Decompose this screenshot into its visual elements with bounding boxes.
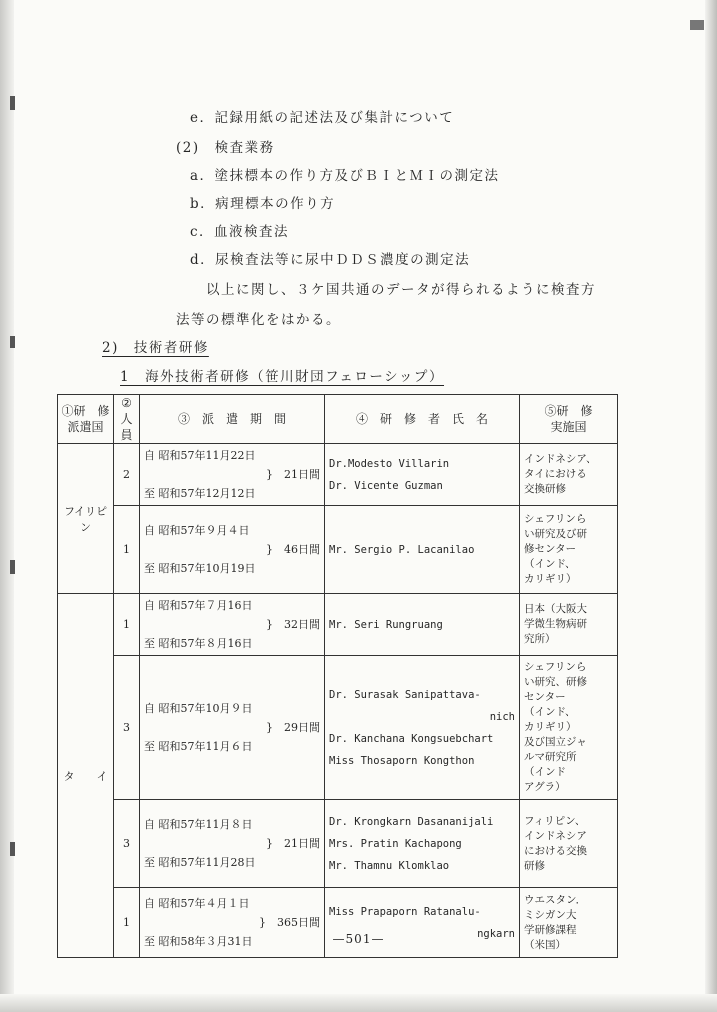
cell-people: 1 bbox=[114, 506, 140, 594]
cell-names: Dr.Modesto Villarin Dr. Vicente Guzman bbox=[325, 444, 520, 506]
page-number: —501— bbox=[332, 932, 385, 946]
training-table bbox=[57, 394, 618, 958]
binder-hole-mark bbox=[10, 336, 15, 348]
paragraph-line-1: 以上に関し、３ケ国共通のデータが得られるように検査方 bbox=[206, 282, 596, 298]
table-row bbox=[58, 506, 618, 594]
scan-edge-right bbox=[705, 0, 717, 1012]
table-row bbox=[58, 656, 618, 800]
item-a: a．塗抹標本の作り方及びＢＩとＭＩの測定法 bbox=[190, 168, 500, 184]
cell-place: シェフリンら い研究、研修 センター （インド、 カリギリ） 及び国立ジャ ルマ研究所 （インド アグラ） bbox=[520, 656, 618, 800]
cell-period: 自 昭和57年９月４日 } 46日間 至 昭和57年10月19日 bbox=[140, 506, 325, 594]
cell-people: 3 bbox=[114, 656, 140, 800]
cell-people: 3 bbox=[114, 800, 140, 888]
item-d: d．尿検査法等に尿中ＤＤＳ濃度の測定法 bbox=[190, 252, 471, 268]
section-inspection: (2) 検査業務 bbox=[176, 140, 275, 156]
cell-people: 1 bbox=[114, 888, 140, 958]
item-e: e．記録用紙の記述法及び集計について bbox=[190, 110, 455, 126]
scan-edge-bottom bbox=[0, 994, 717, 1012]
country-philippines: フイリピン bbox=[58, 444, 114, 594]
table-header-row bbox=[58, 395, 618, 444]
cell-period: 自 昭和57年11月８日 } 21日間 至 昭和57年11月28日 bbox=[140, 800, 325, 888]
cell-names: Dr. Krongkarn Dasananijali Mrs. Pratin Kachapong Mr. Thamnu Klomklao bbox=[325, 800, 520, 888]
header-names: ④ 研 修 者 氏 名 bbox=[325, 395, 520, 444]
table-row bbox=[58, 888, 618, 958]
header-period: ③ 派 遣 期 間 bbox=[140, 395, 325, 444]
cell-people: 1 bbox=[114, 594, 140, 656]
country-thai: タ イ bbox=[58, 594, 114, 958]
table-row bbox=[58, 800, 618, 888]
cell-period: 自 昭和57年４月１日 } 365日間 至 昭和58年３月31日 bbox=[140, 888, 325, 958]
cell-place: インドネシア、 タイにおける 交換研修 bbox=[520, 444, 618, 506]
scan-edge-left bbox=[0, 0, 14, 1012]
item-b: b．病理標本の作り方 bbox=[190, 196, 336, 212]
cell-place: 日本（大阪大 学微生物病研 究所） bbox=[520, 594, 618, 656]
cell-names: Miss Prapaporn Ratanalu- ngkarn bbox=[325, 888, 520, 958]
paragraph-line-2: 法等の標準化をはかる。 bbox=[176, 312, 341, 328]
header-people: ② 人員 bbox=[114, 395, 140, 444]
cell-place: フィリピン、 インドネシア における交換 研修 bbox=[520, 800, 618, 888]
binder-hole-mark bbox=[10, 560, 15, 574]
cell-period: 自 昭和57年７月16日 } 32日間 至 昭和57年８月16日 bbox=[140, 594, 325, 656]
table-row bbox=[58, 594, 618, 656]
table-row bbox=[58, 444, 618, 506]
section-overseas-training: 1 海外技術者研修（笹川財団フェローシップ） bbox=[120, 369, 445, 385]
cell-period: 自 昭和57年10月９日 } 29日間 至 昭和57年11月６日 bbox=[140, 656, 325, 800]
cell-names: Dr. Surasak Sanipattava- nich Dr. Kanchana Kongsuebchart Miss Thosaporn Kongthon bbox=[325, 656, 520, 800]
header-place: ⑤研 修 実施国 bbox=[520, 395, 618, 444]
binder-hole-mark bbox=[10, 96, 15, 110]
corner-tab-mark bbox=[690, 20, 704, 30]
header-country: ①研 修 派遣国 bbox=[58, 395, 114, 444]
cell-names: Mr. Sergio P. Lacanilao bbox=[325, 506, 520, 594]
binder-hole-mark bbox=[10, 842, 15, 856]
cell-people: 2 bbox=[114, 444, 140, 506]
section-technician-training: 2) 技術者研修 bbox=[102, 340, 209, 356]
item-c: c．血液検査法 bbox=[190, 224, 290, 240]
cell-names: Mr. Seri Rungruang bbox=[325, 594, 520, 656]
cell-place: ウエスタン． ミシガン大 学研修課程 （米国） bbox=[520, 888, 618, 958]
cell-period: 自 昭和57年11月22日 } 21日間 至 昭和57年12月12日 bbox=[140, 444, 325, 506]
cell-place: シェフリンら い研究及び研 修センター （インド、 カリギリ） bbox=[520, 506, 618, 594]
